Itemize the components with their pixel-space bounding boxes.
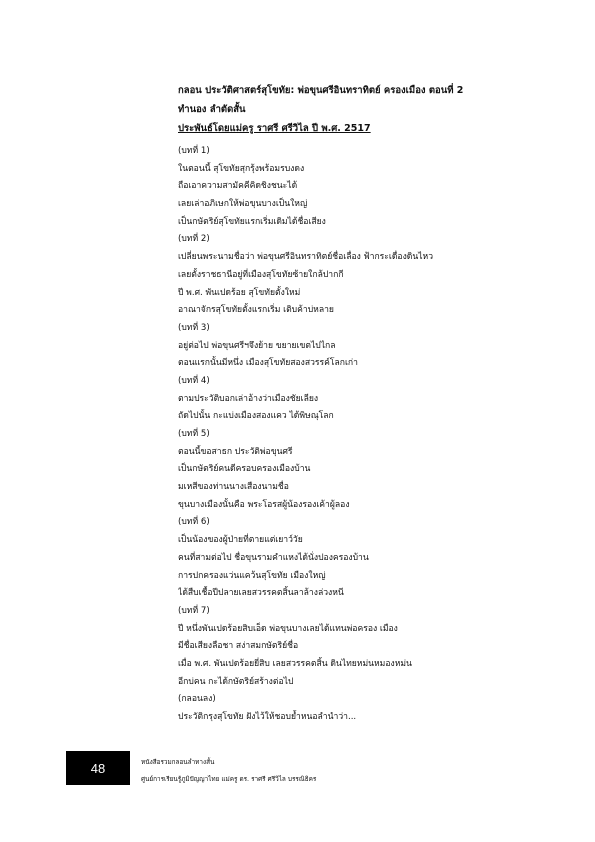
poem-line: (บทที่ 3) bbox=[178, 322, 210, 333]
poem-line: (บทที่ 1) bbox=[178, 146, 210, 156]
footer-text bbox=[141, 754, 561, 788]
poem-author: ประพันธ์โดยแม่ครู ราศรี ศรีวิไล ปี พ.ศ. 2517 bbox=[178, 123, 371, 134]
poem-line: (บทที่ 4) bbox=[178, 375, 210, 386]
poem-line: (กลอนลง) bbox=[178, 694, 216, 705]
poem-line: ถือเอาความสามัคคีคิดชิงชนะได้ bbox=[178, 181, 298, 192]
footer-book-title: หนังสือรวมกลอนลำทางสั้น bbox=[141, 758, 215, 766]
poem-line: เลยตั้งราชธานีอยู่ที่เมืองสุโขทัยซ้ายใกล้ปากกี bbox=[178, 269, 344, 280]
footer-center-name: ศูนย์การเรียนรู้ภูมิปัญญาไทย แม่ครู ดร. ราศรี ศรีวิไล บรรณิธิคร bbox=[141, 775, 317, 783]
poem-title: กลอน ประวัติศาสตร์สุโขทัย: พ่อขุนศรีอินทราทิตย์ ครองเมือง ตอนที่ 2 bbox=[178, 85, 464, 96]
poem-line: ในตอนนี้ สุโขทัยสุกรุ้งพร้อมรบงดง bbox=[178, 163, 305, 174]
poem-line: เป็นน้องของผู้ป่ายที่ตายแต่เยาว์วัย bbox=[178, 535, 303, 546]
poem-line: เป็นกษัตริย์คนดีครอบครองเมืองบ้าน bbox=[178, 464, 311, 475]
poem-line: ตามประวัติบอกเล่าอ้างว่าเมืองชัยเลียง bbox=[178, 393, 319, 404]
poem-line: ปี หนึ่งพันเปดร้อยสิบเอ็ด พ่อขุนบางเลยได้แทนพ่อครอง เมือง bbox=[178, 623, 398, 634]
poem-line: ปี พ.ศ. พันเปดร้อย สุโขทัยตั้งใหม่ bbox=[178, 287, 301, 298]
poem-line: ได้สืบเชื้อปีปลายเลยสวรรคตสิ้นลาล้างล่วงหนี bbox=[178, 588, 344, 599]
poem-line: มีชื่อเสียงลือชา สง่าสมกษัตริย์ชื่อ bbox=[178, 641, 299, 652]
poem-line: ขุนบางเมืองนั้นคือ พระโอรสผู้น้องรองเค้าผู้ลอง bbox=[178, 499, 350, 510]
poem-line: (บทที่ 7) bbox=[178, 605, 210, 616]
poem-body bbox=[178, 143, 578, 727]
poem-line: อยู่ต่อไป พ่อขุนศรีฯจึงย้าย ขยายเขตไปไกล bbox=[178, 340, 336, 351]
poem-line: เปลี่ยนพระนามชื่อว่า พ่อขุนศรีอินทราทิตย์ชื่อเลื่อง ฟ้ากระเดื่องดินไหว bbox=[178, 252, 434, 263]
page-number-box bbox=[66, 751, 130, 785]
poem-line: ถัดไปนั้น กะแบ่งเมืองสองแคว ได้พิษณุโลก bbox=[178, 411, 334, 422]
poem-line: (บทที่ 6) bbox=[178, 517, 210, 528]
poem-line: การปกครองแว่นแคว้นสุโขทัย เมืองใหญ่ bbox=[178, 570, 326, 581]
poem-line: เป็นกษัตริย์สุโขทัยแรกเริ่มเดิมได้ชื่อเสียง bbox=[178, 216, 326, 227]
poem-line: เลยเล่าอภิเษกให้พ่อขุนบางเป็นใหญ่ bbox=[178, 199, 308, 210]
poem-line: ประวัติกรุงสุโขทัย ฝังไว้ให้ชอบย้ำหนอลำนำว่า... bbox=[178, 712, 357, 722]
poem-line: ตอนนี้ขอสาธก ประวัติพ่อขุนศรี bbox=[178, 446, 293, 457]
poem-line: (บทที่ 2) bbox=[178, 234, 210, 245]
poem-line: อีกบ่คน กะได้กษัตริย์สร้างต่อไป bbox=[178, 676, 294, 687]
poem-line: มเหสีของท่านนางเสืองนามชื่อ bbox=[178, 482, 289, 493]
page-number: 48 bbox=[90, 760, 106, 776]
poem-line: คนที่สามต่อไป ชื่อขุนรามคำแหงได้นั่งปองครองบ้าน bbox=[178, 552, 369, 563]
poem-line: เมื่อ พ.ศ. พันเปดร้อยยี่สิบ เลยสวรรคตสิ้น ดินไทยหม่นหมองหม่น bbox=[178, 658, 412, 669]
document-header bbox=[178, 81, 578, 138]
poem-line: ตอนแรกนั้นมีหนึ่ง เมืองสุโขทัยสองสวรรค์โลกเก่า bbox=[178, 358, 358, 369]
poem-line: (บทที่ 5) bbox=[178, 429, 210, 439]
poem-line: อาณาจักรสุโขทัยตั้งแรกเริ่ม เติบค้าบ่หลาย bbox=[178, 305, 334, 316]
poem-form: ทำนอง ลำตัดสั้น bbox=[178, 104, 246, 115]
